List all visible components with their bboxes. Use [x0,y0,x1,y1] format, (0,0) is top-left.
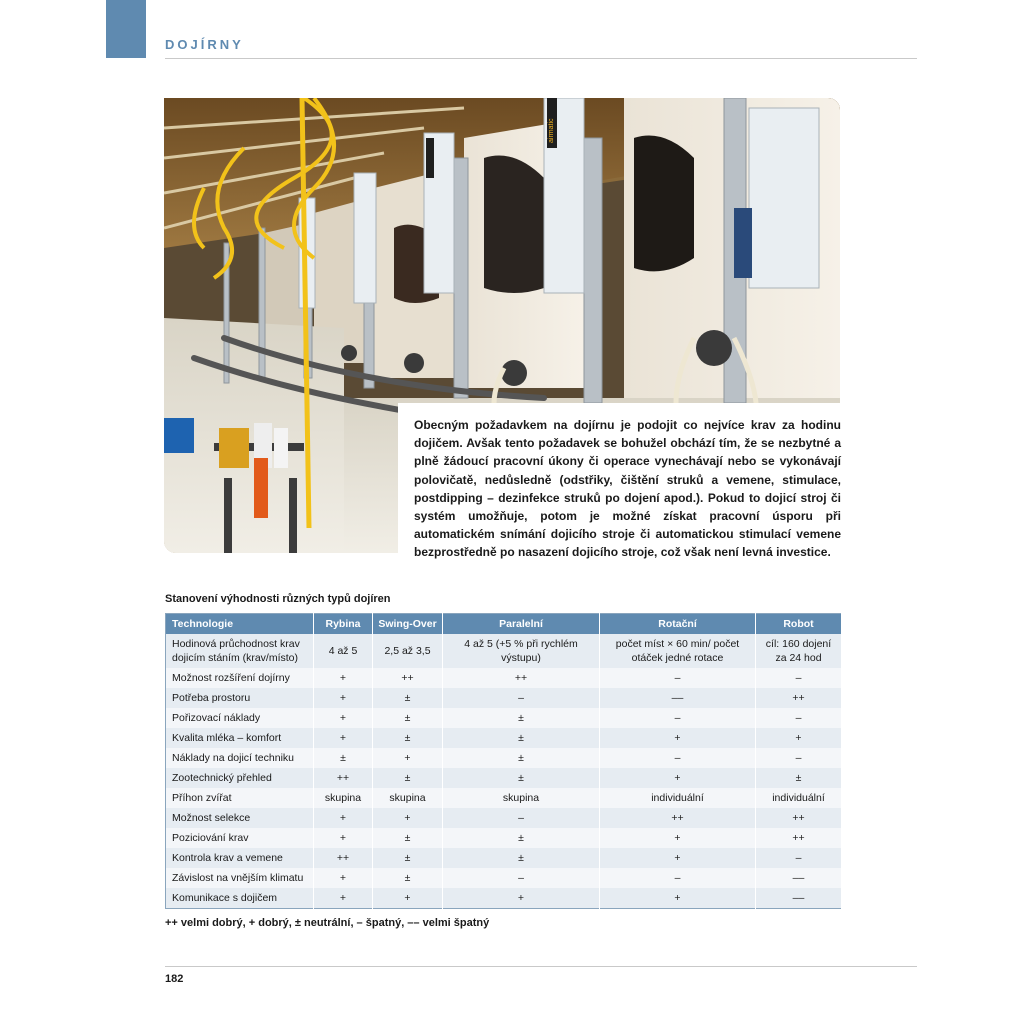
table-row [166,788,842,808]
table-cell: ++ [756,688,842,708]
table-row [166,708,842,728]
table-cell: – [600,668,756,688]
column-header: Robot [756,614,842,635]
table-cell: + [756,728,842,748]
table-cell: ± [443,708,600,728]
table-cell: skupina [373,788,443,808]
table-cell: ++ [314,768,373,788]
table-cell: ++ [600,808,756,828]
table-cell: – [756,848,842,868]
table-cell: – [443,688,600,708]
page-number: 182 [165,973,184,985]
table-cell: ± [443,768,600,788]
table-row [166,728,842,748]
table-cell: 2,5 až 3,5 [373,634,443,668]
table-cell: cíl: 160 dojení za 24 hod [756,634,842,668]
table-cell: ++ [373,668,443,688]
table-cell: – [443,868,600,888]
row-label: Hodinová průchodnost krav dojicím stáním (krav/místo) [166,634,314,668]
row-label: Možnost rozšíření dojírny [166,668,314,688]
table-cell: ± [373,848,443,868]
column-header: Paralelní [443,614,600,635]
table-cell: ++ [756,828,842,848]
table-cell: ± [443,848,600,868]
row-label: Potřeba prostoru [166,688,314,708]
table-cell: + [373,748,443,768]
comparison-table [165,613,842,909]
table-cell: + [314,828,373,848]
table-cell: ± [756,768,842,788]
table-cell: ± [373,708,443,728]
section-title: DOJÍRNY [165,37,244,52]
table-cell: ± [373,728,443,748]
table-cell: ± [373,828,443,848]
table-row [166,888,842,909]
table-cell: 4 až 5 (+5 % při rychlém výstupu) [443,634,600,668]
table-cell: –– [756,868,842,888]
table-cell: + [314,888,373,909]
table-cell: + [600,828,756,848]
table-cell: –– [600,688,756,708]
table-cell: –– [756,888,842,909]
row-label: Pořizovací náklady [166,708,314,728]
table-cell: individuální [600,788,756,808]
column-header: Technologie [166,614,314,635]
table-cell: počet míst × 60 min/ počet otáček jedné rotace [600,634,756,668]
table-cell: + [600,848,756,868]
footer-rule [165,966,917,967]
table-cell: – [443,808,600,828]
table-cell: + [314,708,373,728]
table-cell: + [373,808,443,828]
table-cell: ± [314,748,373,768]
table-row [166,768,842,788]
table-cell: + [314,808,373,828]
table-row [166,848,842,868]
section-accent-block [106,0,146,58]
row-label: Náklady na dojicí techniku [166,748,314,768]
table-cell: + [373,888,443,909]
brand-label: airmatic [548,118,555,143]
photo-caption: Obecným požadavkem na dojírnu je podojit co nejvíce krav za hodinu dojičem. Avšak tento požadavek se bohužel obchází tím, že se nezbytné a plně žádoucí pracovní úkony či operace vynechávají nebo se vykonávají polovičatě, nedůsledně (odstřiky, čištění struků a vemene, stimulace, postdipping – dezinfekce struků po dojení apod.). Pokud to dojicí stroj či systém umožňuje, potom je možné získat pracovní úsporu při automatickém snímání dojicího stroje či automatickou stimulací vemene bezprostředně po nasazení dojicího stroje, což však není levná investice. [414,418,841,560]
row-label: Závislost na vnějším klimatu [166,868,314,888]
table-row [166,828,842,848]
table-cell: ± [373,688,443,708]
table-cell: – [600,708,756,728]
table-cell: + [314,728,373,748]
table-cell: + [600,728,756,748]
table-cell: 4 až 5 [314,634,373,668]
column-header: Rotační [600,614,756,635]
table-cell: + [600,888,756,909]
table-cell: – [600,868,756,888]
table-row [166,808,842,828]
row-label: Možnost selekce [166,808,314,828]
table-cell: ± [443,728,600,748]
table-title: Stanovení výhodnosti různých typů dojíren [165,593,391,605]
table-row [166,748,842,768]
column-header: Rybina [314,614,373,635]
table-cell: individuální [756,788,842,808]
table-row [166,668,842,688]
table-cell: ++ [314,848,373,868]
table-cell: + [314,688,373,708]
table-cell: ± [443,828,600,848]
table-row [166,634,842,668]
row-label: Kontrola krav a vemene [166,848,314,868]
table-legend: ++ velmi dobrý, + dobrý, ± neutrální, – špatný, –– velmi špatný [165,917,490,929]
row-label: Příhon zvířat [166,788,314,808]
table-row [166,868,842,888]
table-cell: – [756,708,842,728]
table-cell: ± [443,748,600,768]
row-label: Poziciování krav [166,828,314,848]
table-cell: – [756,668,842,688]
table-cell: + [314,668,373,688]
table-cell: skupina [443,788,600,808]
table-row [166,688,842,708]
table-cell: ± [373,868,443,888]
table-cell: + [443,888,600,909]
table-header-row [166,614,842,635]
table-cell: ++ [443,668,600,688]
table-cell: ± [373,768,443,788]
row-label: Komunikace s dojičem [166,888,314,909]
table-cell: – [600,748,756,768]
header-rule [165,58,917,59]
row-label: Kvalita mléka – komfort [166,728,314,748]
column-header: Swing-Over [373,614,443,635]
table-cell: + [314,868,373,888]
table-cell: skupina [314,788,373,808]
table-cell: ++ [756,808,842,828]
row-label: Zootechnický přehled [166,768,314,788]
table-cell: + [600,768,756,788]
table-cell: – [756,748,842,768]
